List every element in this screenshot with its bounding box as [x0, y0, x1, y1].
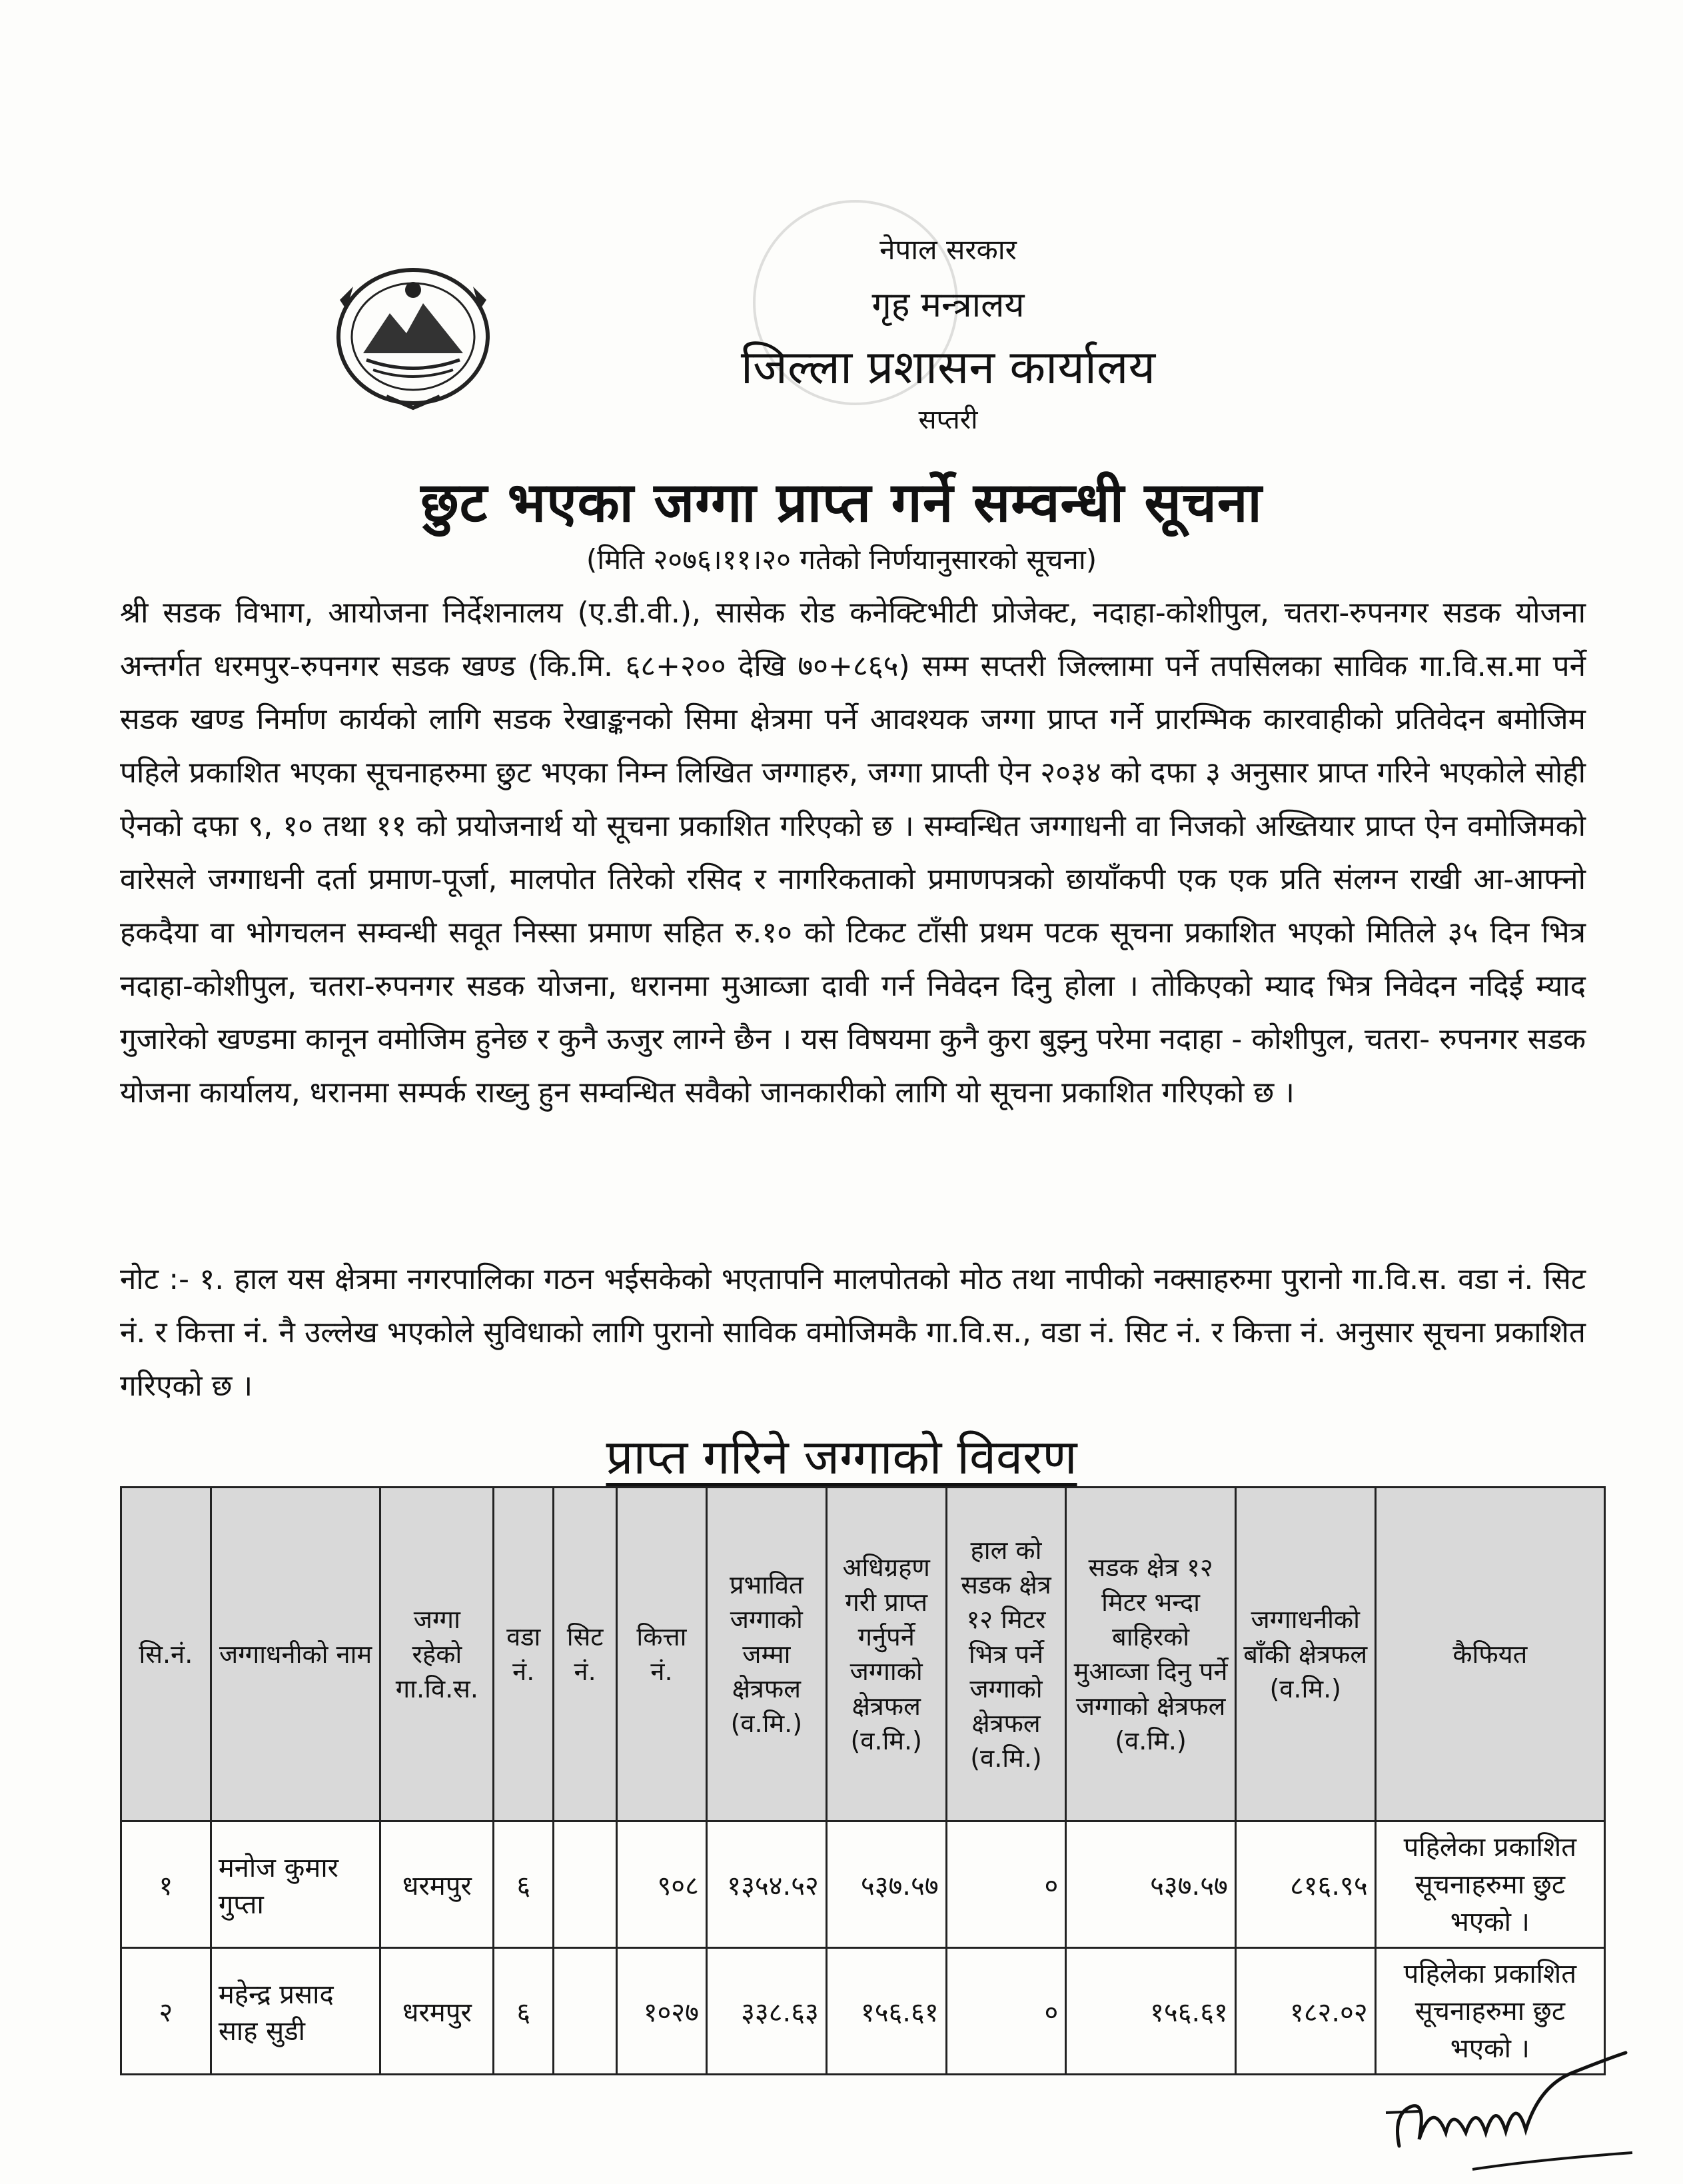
notice-subtitle: (मिति २०७६।११।२० गतेको निर्णयानुसारको सूचना)	[586, 543, 1097, 576]
cell-sn: १	[121, 1821, 211, 1948]
column-header: हाल को सडक क्षेत्र १२ मिटर भित्र पर्ने जग्गाको क्षेत्रफल (व.मि.)	[946, 1488, 1066, 1821]
ministry-name: गृह मन्त्रालय	[871, 285, 1025, 325]
column-header: प्रभावित जग्गाको जम्मा क्षेत्रफल (व.मि.)	[706, 1488, 826, 1821]
cell-remarks: पहिलेका प्रकाशित सूचनाहरुमा छुट भएको ।	[1375, 1948, 1604, 2075]
cell-total-area: १३५४.५२	[706, 1821, 826, 1948]
government-name: नेपाल सरकार	[879, 233, 1017, 266]
signature	[1373, 2033, 1639, 2179]
cell-sn: २	[121, 1948, 211, 2075]
column-header: जग्गाधनीको नाम	[211, 1488, 380, 1821]
column-header: अधिग्रहण गरी प्राप्त गर्नुपर्ने जग्गाको क्षेत्रफल (व.मि.)	[826, 1488, 946, 1821]
column-header: सि.नं.	[121, 1488, 211, 1821]
cell-outside-12m: ५३७.५७	[1066, 1821, 1235, 1948]
column-header: वडा नं.	[494, 1488, 554, 1821]
cell-acquire-area: ५३७.५७	[826, 1821, 946, 1948]
column-header: कित्ता नं.	[617, 1488, 707, 1821]
cell-acquire-area: १५६.६१	[826, 1948, 946, 2075]
cell-owner: महेन्द्र प्रसाद साह सुडी	[211, 1948, 380, 2075]
table-heading: प्राप्त गरिने जग्गाको विवरण	[606, 1429, 1077, 1485]
cell-kitta: ९०८	[617, 1821, 707, 1948]
cell-within-12m: ०	[946, 1821, 1066, 1948]
cell-ward: ६	[494, 1948, 554, 2075]
office-name: जिल्ला प्रशासन कार्यालय	[740, 340, 1156, 395]
cell-kitta: १०२७	[617, 1948, 707, 2075]
district-name: सप्तरी	[918, 405, 978, 435]
notice-note: नोट :- १. हाल यस क्षेत्रमा नगरपालिका गठन भईसकेको भएतापनि मालपोतको मोठ तथा नापीको नक्साहरुमा पुरानो गा.वि.स. वडा नं. सिट नं. र कित्ता नं. नै उल्लेख भएकोले सुविधाको लागि पुरानो साविक वमोजिमकै गा.वि.स., वडा नं. सिट नं. र कित्ता नं. अनुसार सूचना प्रकाशित गरिएको छ ।	[120, 1262, 1586, 1403]
column-header: जग्गाधनीको बाँकी क्षेत्रफल (व.मि.)	[1235, 1488, 1375, 1821]
cell-remarks: पहिलेका प्रकाशित सूचनाहरुमा छुट भएको ।	[1375, 1821, 1604, 1948]
cell-remaining: १८२.०२	[1235, 1948, 1375, 2075]
cell-vdc: धरमपुर	[380, 1821, 494, 1948]
notice-body: श्री सडक विभाग, आयोजना निर्देशनालय (ए.डी.वी.), सासेक रोड कनेक्टिभीटी प्रोजेक्ट, नदाहा-कोशीपुल, चतरा-रुपनगर सडक योजना अन्तर्गत धरमपुर-रुपनगर सडक खण्ड (कि.मि. ६८+२०० देखि ७०+८६५) सम्म सप्तरी जिल्लामा पर्ने तपसिलका साविक गा.वि.स.मा पर्ने सडक खण्ड निर्माण कार्यको लागि सडक रेखाङ्कनको सिमा क्षेत्रमा पर्ने आवश्यक जग्गा प्राप्त गर्ने प्रारम्भिक कारवाहीको प्रतिवेदन बमोजिम पहिले प्रकाशित भएका सूचनाहरुमा छुट भएका निम्न लिखित जग्गाहरु, जग्गा प्राप्ती ऐन २०३४ को दफा ३ अनुसार प्राप्त गरिने भएकोले सोही ऐनको दफा ९, १० तथा ११ को प्रयोजनार्थ यो सूचना प्रकाशित गरिएको छ । सम्वन्धित जग्गाधनी वा निजको अख्तियार प्राप्त ऐन वमोजिमको वारेसले जग्गाधनी दर्ता प्रमाण-पूर्जा, मालपोत तिरेको रसिद र नागरिकताको प्रमाणपत्रको छायाँकपी एक एक प्रति संलग्न राखी आ-आफ्नो हकदैया वा भोगचलन सम्वन्धी सवूत निस्सा प्रमाण सहित रु.१० को टिकट टाँसी प्रथम पटक सूचना प्रकाशित भएको मितिले ३५ दिन भित्र नदाहा-कोशीपुल, चतरा-रुपनगर सडक योजना, धरानमा मुआव्जा दावी गर्न निवेदन दिनु होला । तोकिएको म्याद भित्र निवेदन नदिई म्याद गुजारेको खण्डमा कानून वमोजिम हुनेछ र कुनै ऊजुर लाग्ने छैन । यस विषयमा कुनै कुरा बुझ्नु परेमा नदाहा - कोशीपुल, चतरा- रुपनगर सडक योजना कार्यालय, धरानमा सम्पर्क राख्नु हुन सम्वन्धित सवैको जानकारीको लागि यो सूचना प्रकाशित गरिएको छ ।	[120, 596, 1586, 1110]
column-header: कैफियत	[1375, 1488, 1604, 1821]
notice-title: छुट भएका जग्गा प्राप्त गर्ने सम्वन्धी सूचना	[420, 471, 1263, 535]
cell-sheet	[554, 1948, 617, 2075]
cell-ward: ६	[494, 1821, 554, 1948]
land-details-table	[120, 1486, 1606, 2075]
cell-owner: मनोज कुमार गुप्ता	[211, 1821, 380, 1948]
column-header: सडक क्षेत्र १२ मिटर भन्दा बाहिरको मुआव्जा दिनु पर्ने जग्गाको क्षेत्रफल (व.मि.)	[1066, 1488, 1235, 1821]
column-header: जग्गा रहेको गा.वि.स.	[380, 1488, 494, 1821]
table-row	[121, 1821, 1605, 1948]
table-header-row	[121, 1488, 1605, 1821]
cell-sheet	[554, 1821, 617, 1948]
cell-outside-12m: १५६.६१	[1066, 1948, 1235, 2075]
cell-vdc: धरमपुर	[380, 1948, 494, 2075]
cell-within-12m: ०	[946, 1948, 1066, 2075]
cell-remaining: ८१६.९५	[1235, 1821, 1375, 1948]
column-header: सिट नं.	[554, 1488, 617, 1821]
cell-total-area: ३३८.६३	[706, 1948, 826, 2075]
